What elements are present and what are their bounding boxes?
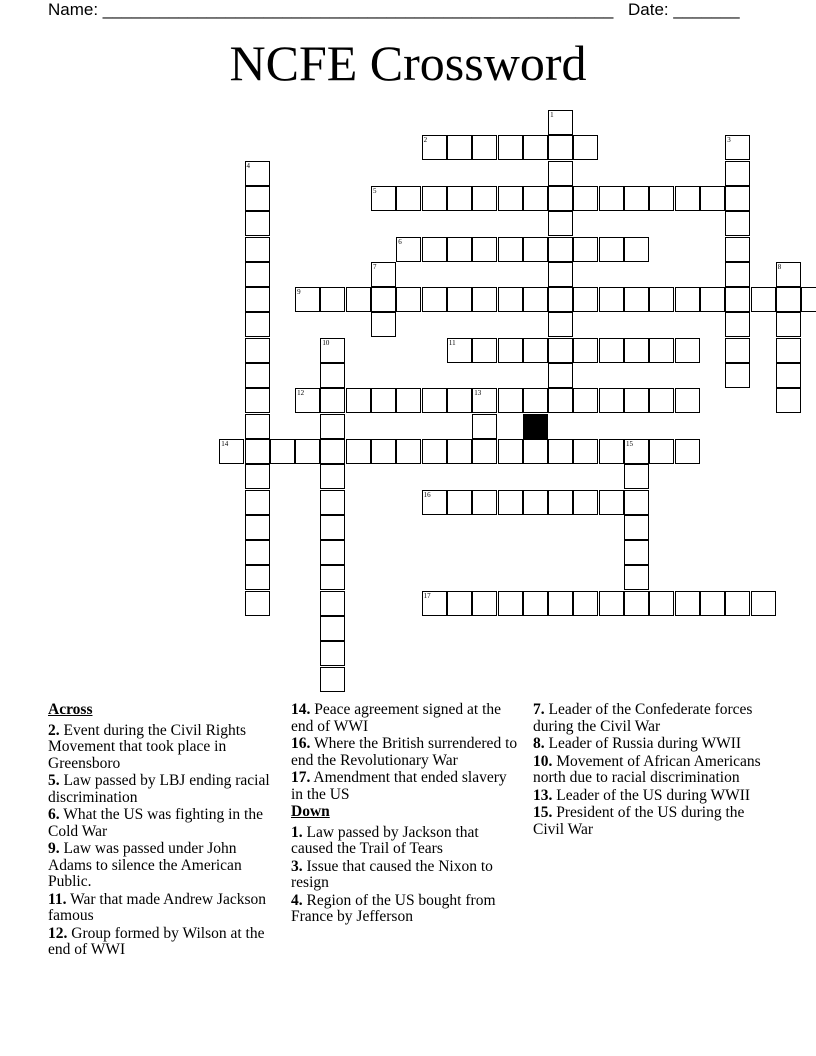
cell-number: 2 bbox=[423, 136, 428, 145]
grid-cell[interactable] bbox=[776, 262, 801, 287]
grid-cell[interactable] bbox=[624, 338, 649, 363]
clue-number: 17. bbox=[291, 769, 311, 786]
clue-number: 2. bbox=[48, 721, 60, 739]
grid-cell[interactable] bbox=[422, 439, 447, 464]
clue-number: 15. bbox=[533, 804, 553, 821]
clue-number: 8. bbox=[533, 735, 545, 752]
grid-cell[interactable] bbox=[498, 591, 523, 616]
clue-text: Law passed by LBJ ending racial discrimination bbox=[48, 772, 270, 806]
grid-cell[interactable] bbox=[371, 312, 396, 337]
grid-cell[interactable] bbox=[472, 591, 497, 616]
grid-cell[interactable] bbox=[295, 287, 320, 312]
grid-cell[interactable] bbox=[599, 237, 624, 262]
clue-text: Amendment that ended slavery in the US bbox=[291, 769, 507, 803]
clue-text: Region of the US bought from France by Jefferson bbox=[291, 891, 496, 925]
grid-cell[interactable] bbox=[447, 287, 472, 312]
grid-cell[interactable] bbox=[447, 186, 472, 211]
cell-number: 7 bbox=[373, 262, 377, 271]
across-heading: Across bbox=[48, 701, 93, 718]
grid-cell[interactable] bbox=[371, 186, 396, 211]
grid-cell[interactable] bbox=[245, 186, 270, 211]
grid-cell[interactable] bbox=[447, 338, 472, 363]
grid-cell[interactable] bbox=[776, 287, 801, 312]
grid-cell[interactable] bbox=[245, 237, 270, 262]
clue-number: 4. bbox=[291, 891, 303, 909]
date-field-label: Date: _______ bbox=[628, 0, 740, 19]
grid-cell[interactable] bbox=[320, 388, 345, 413]
grid-cell[interactable] bbox=[245, 338, 270, 363]
clue-item bbox=[533, 754, 763, 787]
grid-cell[interactable] bbox=[245, 211, 270, 236]
clue-item bbox=[291, 859, 521, 892]
grid-cell[interactable] bbox=[422, 186, 447, 211]
grid-cell[interactable] bbox=[422, 591, 447, 616]
grid-cell[interactable] bbox=[472, 237, 497, 262]
clue-number: 6. bbox=[48, 806, 60, 823]
grid-cell[interactable] bbox=[371, 287, 396, 312]
grid-cell[interactable] bbox=[320, 667, 345, 692]
clue-text: Where the British surrendered to end the Revolutionary War bbox=[291, 735, 518, 769]
grid-cell[interactable] bbox=[624, 439, 649, 464]
cell-number: 11 bbox=[448, 338, 456, 347]
grid-cell[interactable] bbox=[472, 388, 497, 413]
grid-cell[interactable] bbox=[523, 135, 548, 160]
grid-cell[interactable] bbox=[422, 388, 447, 413]
grid-cell[interactable] bbox=[548, 312, 573, 337]
grid-cell[interactable] bbox=[675, 338, 700, 363]
grid-cell[interactable] bbox=[346, 388, 371, 413]
clue-text: Leader of the Confederate forces during the Civil War bbox=[533, 701, 753, 735]
grid-cell[interactable] bbox=[320, 591, 345, 616]
grid-cell[interactable] bbox=[472, 414, 497, 439]
grid-cell[interactable] bbox=[523, 388, 548, 413]
grid-cell[interactable] bbox=[700, 186, 725, 211]
grid-cell[interactable] bbox=[422, 490, 447, 515]
grid-cell[interactable] bbox=[245, 363, 270, 388]
grid-cell[interactable] bbox=[447, 591, 472, 616]
clue-item bbox=[291, 702, 521, 735]
grid-cell[interactable] bbox=[624, 565, 649, 590]
clue-text: Movement of African Americans north due to racial discrimination bbox=[533, 752, 761, 786]
clue-number: 13. bbox=[533, 786, 553, 804]
grid-cell[interactable] bbox=[447, 388, 472, 413]
grid-cell[interactable] bbox=[725, 591, 750, 616]
grid-cell[interactable] bbox=[624, 237, 649, 262]
grid-cell[interactable] bbox=[599, 591, 624, 616]
grid-cell[interactable] bbox=[548, 186, 573, 211]
grid-cell[interactable] bbox=[270, 439, 295, 464]
grid-cell[interactable] bbox=[548, 363, 573, 388]
grid-cell[interactable] bbox=[548, 490, 573, 515]
grid-cell[interactable] bbox=[472, 439, 497, 464]
grid-cell[interactable] bbox=[320, 515, 345, 540]
grid-cell[interactable] bbox=[624, 591, 649, 616]
clue-item bbox=[533, 805, 763, 838]
grid-cell[interactable] bbox=[371, 262, 396, 287]
clues-column-1 bbox=[48, 702, 278, 960]
clue-number: 1. bbox=[291, 823, 303, 841]
clue-number: 16. bbox=[291, 735, 311, 752]
grid-cell[interactable] bbox=[548, 211, 573, 236]
grid-cell[interactable] bbox=[523, 439, 548, 464]
grid-cell[interactable] bbox=[245, 515, 270, 540]
clue-item bbox=[48, 892, 278, 925]
grid-cell[interactable] bbox=[498, 338, 523, 363]
grid-cell[interactable] bbox=[751, 591, 776, 616]
grid-cell[interactable] bbox=[245, 464, 270, 489]
grid-cell[interactable] bbox=[573, 186, 598, 211]
grid-cell[interactable] bbox=[523, 591, 548, 616]
clue-number: 14. bbox=[291, 701, 311, 718]
grid-cell[interactable] bbox=[776, 363, 801, 388]
grid-cell[interactable] bbox=[725, 363, 750, 388]
grid-cell[interactable] bbox=[320, 464, 345, 489]
clue-item bbox=[48, 926, 278, 959]
grid-cell[interactable] bbox=[700, 591, 725, 616]
clue-text: War that made Andrew Jackson famous bbox=[48, 890, 267, 924]
grid-cell[interactable] bbox=[725, 211, 750, 236]
grid-cell[interactable] bbox=[498, 186, 523, 211]
clue-item bbox=[533, 788, 763, 805]
grid-cell[interactable] bbox=[219, 439, 244, 464]
clue-text: President of the US during the Civil War bbox=[533, 804, 745, 838]
clue-text: Group formed by Wilson at the end of WWI bbox=[48, 924, 265, 958]
grid-cell[interactable] bbox=[371, 439, 396, 464]
grid-cell[interactable] bbox=[573, 135, 598, 160]
name-field-label: Name: ______________________________________________________ bbox=[48, 0, 614, 19]
grid-cell[interactable] bbox=[245, 287, 270, 312]
cell-number: 15 bbox=[626, 439, 633, 448]
grid-cell[interactable] bbox=[498, 439, 523, 464]
grid-cell[interactable] bbox=[396, 287, 421, 312]
grid-cell[interactable] bbox=[320, 439, 345, 464]
grid-cell[interactable] bbox=[624, 515, 649, 540]
grid-cell[interactable] bbox=[320, 565, 345, 590]
grid-cell[interactable] bbox=[573, 490, 598, 515]
clue-text: Law was passed under John Adams to silence the American Public. bbox=[48, 840, 242, 890]
clue-item bbox=[533, 702, 763, 735]
grid-cell[interactable] bbox=[447, 237, 472, 262]
grid-cell[interactable] bbox=[320, 363, 345, 388]
grid-cell[interactable] bbox=[295, 388, 320, 413]
grid-cell[interactable] bbox=[245, 540, 270, 565]
grid-cell[interactable] bbox=[523, 186, 548, 211]
grid-cell[interactable] bbox=[599, 338, 624, 363]
grid-cell[interactable] bbox=[675, 591, 700, 616]
grid-cell[interactable] bbox=[245, 490, 270, 515]
grid-cell[interactable] bbox=[700, 287, 725, 312]
grid-cell[interactable] bbox=[447, 135, 472, 160]
grid-cell[interactable] bbox=[776, 312, 801, 337]
grid-cell[interactable] bbox=[320, 414, 345, 439]
grid-cell[interactable] bbox=[573, 338, 598, 363]
clue-text: What the US was fighting in the Cold War bbox=[48, 806, 263, 840]
grid-cell[interactable] bbox=[371, 388, 396, 413]
grid-cell[interactable] bbox=[573, 591, 598, 616]
grid-cell[interactable] bbox=[245, 591, 270, 616]
grid-cell[interactable] bbox=[573, 439, 598, 464]
clue-number: 12. bbox=[48, 924, 68, 942]
grid-cell[interactable] bbox=[599, 388, 624, 413]
grid-cell[interactable] bbox=[624, 540, 649, 565]
clue-text: Leader of Russia during WWII bbox=[544, 735, 742, 752]
grid-cell[interactable] bbox=[346, 287, 371, 312]
grid-cell[interactable] bbox=[548, 237, 573, 262]
grid-cell[interactable] bbox=[599, 287, 624, 312]
grid-cell[interactable] bbox=[396, 186, 421, 211]
grid-cell[interactable] bbox=[548, 591, 573, 616]
clue-item bbox=[48, 773, 278, 806]
grid-cell[interactable] bbox=[245, 312, 270, 337]
grid-cell[interactable] bbox=[422, 237, 447, 262]
clue-item bbox=[48, 723, 278, 773]
grid-cell[interactable] bbox=[472, 287, 497, 312]
grid-cell[interactable] bbox=[548, 388, 573, 413]
cell-number: 10 bbox=[322, 338, 330, 347]
clue-number: 9. bbox=[48, 840, 60, 857]
grid-cell[interactable] bbox=[725, 262, 750, 287]
clue-text: Law passed by Jackson that caused the Trail of Tears bbox=[291, 823, 479, 857]
grid-cell[interactable] bbox=[472, 135, 497, 160]
cell-number: 8 bbox=[777, 262, 782, 271]
grid-cell[interactable] bbox=[245, 161, 270, 186]
grid-cell[interactable] bbox=[498, 388, 523, 413]
grid-cell[interactable] bbox=[573, 237, 598, 262]
grid-cell[interactable] bbox=[725, 287, 750, 312]
grid-cell[interactable] bbox=[751, 287, 776, 312]
grid-cell[interactable] bbox=[422, 287, 447, 312]
grid-cell[interactable] bbox=[725, 312, 750, 337]
grid-cell[interactable] bbox=[498, 490, 523, 515]
cell-number: 1 bbox=[550, 111, 554, 119]
grid-cell[interactable] bbox=[498, 237, 523, 262]
grid-cell[interactable] bbox=[624, 464, 649, 489]
grid-cell[interactable] bbox=[675, 388, 700, 413]
grid-cell[interactable] bbox=[548, 135, 573, 160]
grid-cell[interactable] bbox=[346, 439, 371, 464]
clue-number: 11. bbox=[48, 890, 67, 908]
grid-cell[interactable] bbox=[245, 565, 270, 590]
grid-cell[interactable] bbox=[649, 287, 674, 312]
grid-cell[interactable] bbox=[245, 414, 270, 439]
clue-text: Event during the Civil Rights Movement that took place in Greensboro bbox=[48, 721, 247, 772]
clue-number: 5. bbox=[48, 772, 60, 789]
grid-cell[interactable] bbox=[548, 110, 573, 135]
grid-cell[interactable] bbox=[523, 338, 548, 363]
page-title: NCFE Crossword bbox=[229, 35, 587, 91]
grid-cell[interactable] bbox=[649, 439, 674, 464]
cell-number: 5 bbox=[373, 186, 377, 195]
clues-column-2 bbox=[291, 702, 521, 927]
grid-cell[interactable] bbox=[776, 338, 801, 363]
grid-cell[interactable] bbox=[295, 439, 320, 464]
grid-cell[interactable] bbox=[523, 490, 548, 515]
grid-cell[interactable] bbox=[320, 616, 345, 641]
grid-cell[interactable] bbox=[649, 591, 674, 616]
grid-cell[interactable] bbox=[548, 439, 573, 464]
grid-cell[interactable] bbox=[447, 490, 472, 515]
clue-item bbox=[291, 770, 521, 803]
grid-cell[interactable] bbox=[548, 262, 573, 287]
grid-cell[interactable] bbox=[675, 186, 700, 211]
grid-cell[interactable] bbox=[396, 439, 421, 464]
grid-cell[interactable] bbox=[447, 439, 472, 464]
cell-number: 16 bbox=[423, 490, 431, 499]
clue-item bbox=[291, 825, 521, 858]
clue-text: Peace agreement signed at the end of WWI bbox=[291, 701, 502, 735]
grid-cell[interactable] bbox=[624, 490, 649, 515]
grid-cell[interactable] bbox=[649, 388, 674, 413]
grid-cell[interactable] bbox=[498, 287, 523, 312]
grid-cell[interactable] bbox=[320, 338, 345, 363]
grid-cell[interactable] bbox=[573, 388, 598, 413]
grid-cell[interactable] bbox=[523, 287, 548, 312]
grid-cell[interactable] bbox=[245, 262, 270, 287]
grid-cell[interactable] bbox=[624, 287, 649, 312]
grid-cell[interactable] bbox=[498, 135, 523, 160]
grid-cell[interactable] bbox=[320, 641, 345, 666]
grid-cell[interactable] bbox=[548, 287, 573, 312]
grid-cell[interactable] bbox=[396, 237, 421, 262]
clue-item bbox=[48, 807, 278, 840]
clue-number: 10. bbox=[533, 752, 553, 770]
cell-number: 9 bbox=[297, 288, 301, 297]
grid-cell[interactable] bbox=[396, 388, 421, 413]
clue-number: 3. bbox=[291, 857, 303, 875]
cell-number: 14 bbox=[221, 439, 229, 448]
grid-cell[interactable] bbox=[725, 237, 750, 262]
grid-cell[interactable] bbox=[776, 388, 801, 413]
grid-cell[interactable] bbox=[675, 287, 700, 312]
grid-cell[interactable] bbox=[472, 338, 497, 363]
grid-cell[interactable] bbox=[245, 388, 270, 413]
grid-cell[interactable] bbox=[320, 287, 345, 312]
grid-cell[interactable] bbox=[573, 287, 598, 312]
grid-cell[interactable] bbox=[725, 161, 750, 186]
cell-number: 6 bbox=[398, 237, 402, 246]
clue-text: Issue that caused the Nixon to resign bbox=[291, 857, 493, 891]
cell-number: 3 bbox=[727, 136, 731, 145]
grid-cell[interactable] bbox=[725, 338, 750, 363]
cell-number: 12 bbox=[297, 389, 305, 398]
clue-item bbox=[533, 736, 763, 753]
grid-cell[interactable] bbox=[472, 490, 497, 515]
black-cell bbox=[523, 414, 548, 439]
grid-cell[interactable] bbox=[599, 186, 624, 211]
grid-cell[interactable] bbox=[649, 186, 674, 211]
grid-cell[interactable] bbox=[599, 439, 624, 464]
grid-cell[interactable] bbox=[422, 135, 447, 160]
grid-cell[interactable] bbox=[523, 237, 548, 262]
clue-item bbox=[291, 893, 521, 926]
grid-cell[interactable] bbox=[320, 540, 345, 565]
clue-text: Leader of the US during WWII bbox=[552, 786, 751, 804]
grid-cell[interactable] bbox=[725, 135, 750, 160]
grid-cell[interactable] bbox=[725, 186, 750, 211]
grid-cell[interactable] bbox=[624, 186, 649, 211]
grid-cell[interactable] bbox=[548, 161, 573, 186]
grid-cell[interactable] bbox=[599, 490, 624, 515]
clue-item bbox=[291, 736, 521, 769]
grid-cell[interactable] bbox=[548, 338, 573, 363]
grid-cell[interactable] bbox=[472, 186, 497, 211]
cell-number: 13 bbox=[474, 389, 482, 398]
clue-number: 7. bbox=[533, 701, 545, 718]
cell-number: 4 bbox=[246, 161, 250, 170]
grid-cell[interactable] bbox=[320, 490, 345, 515]
clues-column-3 bbox=[533, 702, 763, 839]
grid-cell[interactable] bbox=[649, 338, 674, 363]
clue-item bbox=[48, 841, 278, 891]
cell-number: 17 bbox=[423, 591, 431, 600]
down-heading: Down bbox=[291, 803, 330, 820]
grid-cell[interactable] bbox=[624, 388, 649, 413]
grid-cell[interactable] bbox=[801, 287, 816, 312]
grid-cell[interactable] bbox=[675, 439, 700, 464]
grid-cell[interactable] bbox=[245, 439, 270, 464]
